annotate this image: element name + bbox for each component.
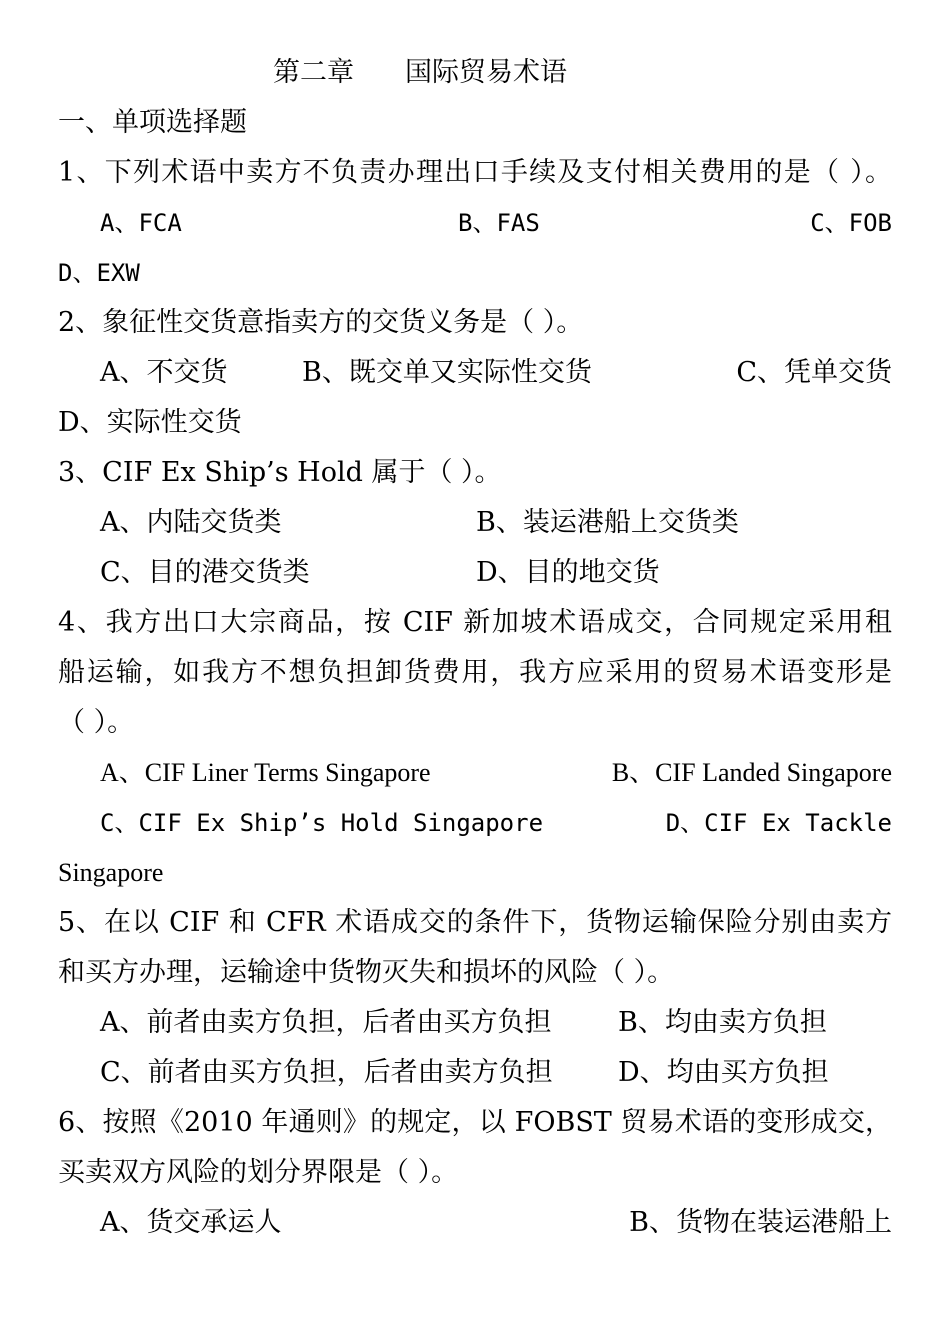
option-a: A、货交承运人 — [100, 1207, 282, 1238]
option-d: D、EXW — [58, 259, 140, 287]
option-a: A、前者由卖方负担，后者由买方负担 — [100, 1007, 552, 1038]
option-c: C、CIF Ex Ship’s Hold Singapore — [100, 809, 544, 837]
option-c: C、目的港交货类 — [100, 557, 310, 588]
question-4-stem-line-3: （ ）。 — [58, 707, 135, 738]
option-c: C、FOB — [810, 209, 892, 237]
question-6-stem-line-2: 买卖双方风险的划分界限是（ ）。 — [58, 1157, 459, 1188]
option-a: A、不交货 — [100, 357, 228, 388]
option-c: C、凭单交货 — [736, 357, 892, 388]
question-4-stem-line-1: 4、我方出口大宗商品，按 CIF 新加坡术语成交，合同规定采用租 — [58, 607, 892, 638]
option-c: C、前者由买方负担，后者由卖方负担 — [100, 1057, 553, 1088]
question-4-stem-line-2: 船运输，如我方不想负担卸货费用，我方应采用的贸易术语变形是 — [58, 657, 892, 688]
option-a: A、FCA — [100, 209, 182, 237]
option-b: B、FAS — [458, 209, 540, 237]
option-b: B、货物在装运港船上 — [629, 1207, 892, 1238]
option-a: A、内陆交货类 — [100, 507, 282, 538]
option-d-continuation: Singapore — [58, 858, 164, 887]
question-4-options-row-2 — [58, 798, 892, 848]
question-3-options-row-1 — [58, 498, 892, 548]
question-6-options-row-1 — [58, 1198, 892, 1248]
option-b: B、既交单又实际性交货 — [302, 357, 592, 388]
question-3-stem: 3、CIF Ex Ship’s Hold 属于（ ）。 — [58, 457, 502, 488]
question-2-options-row — [58, 348, 892, 398]
question-4-options-row-1 — [58, 748, 892, 798]
question-1-options-row — [58, 198, 892, 248]
question-2-stem: 2、象征性交货意指卖方的交货义务是（ ）。 — [58, 307, 584, 338]
question-5-options-row-1 — [58, 998, 892, 1048]
option-b: B、均由卖方负担 — [618, 1007, 827, 1038]
option-d: D、实际性交货 — [58, 407, 242, 438]
chapter-name: 国际贸易术语 — [405, 57, 567, 88]
chapter-number: 第二章 — [273, 57, 354, 88]
section-heading: 一、单项选择题 — [58, 107, 247, 138]
option-d: D、均由买方负担 — [618, 1057, 829, 1088]
question-5-stem-line-2: 和买方办理，运输途中货物灭失和损坏的风险（ ）。 — [58, 957, 675, 988]
question-5-stem-line-1: 5、在以 CIF 和 CFR 术语成交的条件下，货物运输保险分别由卖方 — [58, 907, 892, 938]
option-a: A、CIF Liner Terms Singapore — [100, 758, 431, 787]
question-1-stem: 1、下列术语中卖方不负责办理出口手续及支付相关费用的是（ ）。 — [58, 157, 892, 188]
chapter-title — [58, 48, 892, 98]
question-5-options-row-2 — [58, 1048, 892, 1098]
option-b: B、装运港船上交货类 — [476, 507, 739, 538]
question-6-stem-line-1: 6、按照《2010 年通则》的规定，以 FOBST 贸易术语的变形成交， — [58, 1107, 892, 1138]
option-d: D、CIF Ex Tackle — [665, 809, 892, 837]
option-b: B、CIF Landed Singapore — [611, 758, 892, 787]
question-3-options-row-2 — [58, 548, 892, 598]
option-d: D、目的地交货 — [476, 557, 660, 588]
